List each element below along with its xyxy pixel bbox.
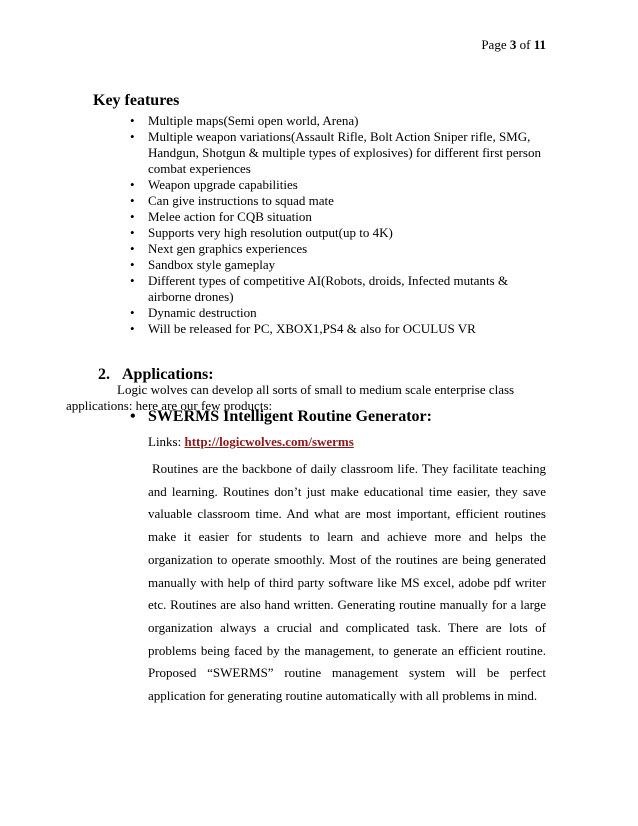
product-description-text: Routines are the backbone of daily classroom life. They facilitate teaching and learning. Routines don’t just make educational time easier, they save valuable classroom time. And what are most important, efficient routines make it easier for students to learn and achieve more and helps the organization to operate smoothly. Most of the routines are being generated manually with help of third party software like MS excel, adobe pdf writer etc. Routines are also hand written. Generating routine manually for a large organization always a crucial and complicated task. There are lots of problems being faced by the management, to generate an efficient routine. Proposed “SWERMS” routine management system will be perfect application for generating routine automatically with all problems in mind. bbox=[148, 461, 546, 704]
product-link[interactable]: http://logicwolves.com/swerms bbox=[184, 434, 354, 449]
page-current: 3 bbox=[509, 37, 517, 52]
product-description bbox=[148, 458, 546, 708]
list-item: • Dynamic destruction bbox=[130, 305, 550, 321]
product-links bbox=[148, 434, 354, 450]
product-title bbox=[130, 408, 432, 426]
page-total: 11 bbox=[533, 37, 546, 52]
list-item: • Weapon upgrade capabilities bbox=[130, 177, 550, 193]
list-item: • Multiple maps(Semi open world, Arena) bbox=[130, 113, 550, 129]
list-item: • Multiple weapon variations(Assault Rifle, Bolt Action Sniper rifle, SMG, Handgun, Shotgun & multiple types of explosives) for different first person combat experiences bbox=[130, 129, 550, 177]
key-features-heading: Key features bbox=[93, 92, 180, 109]
section-number: 2. bbox=[98, 366, 110, 383]
bullet-icon: • bbox=[130, 408, 136, 425]
page-prefix: Page bbox=[481, 37, 507, 52]
list-item: • Supports very high resolution output(up to 4K) bbox=[130, 225, 550, 241]
page-number bbox=[481, 37, 546, 53]
list-item: • Sandbox style gameplay bbox=[130, 257, 550, 273]
key-features-list bbox=[130, 113, 550, 337]
list-item: • Will be released for PC, XBOX1,PS4 & also for OCULUS VR bbox=[130, 321, 550, 337]
page-of: of bbox=[519, 37, 531, 52]
applications-intro: Logic wolves can develop all sorts of small to medium scale enterprise class applications: here are our few products: bbox=[66, 382, 515, 413]
list-item: • Next gen graphics experiences bbox=[130, 241, 550, 257]
product-title-text: SWERMS Intelligent Routine Generator: bbox=[148, 408, 432, 425]
section-title: Applications: bbox=[122, 366, 214, 383]
list-item: • Can give instructions to squad mate bbox=[130, 193, 550, 209]
list-item: • Different types of competitive AI(Robots, droids, Infected mutants & airborne drones) bbox=[130, 273, 550, 305]
links-label: Links: bbox=[148, 434, 182, 449]
list-item: • Melee action for CQB situation bbox=[130, 209, 550, 225]
